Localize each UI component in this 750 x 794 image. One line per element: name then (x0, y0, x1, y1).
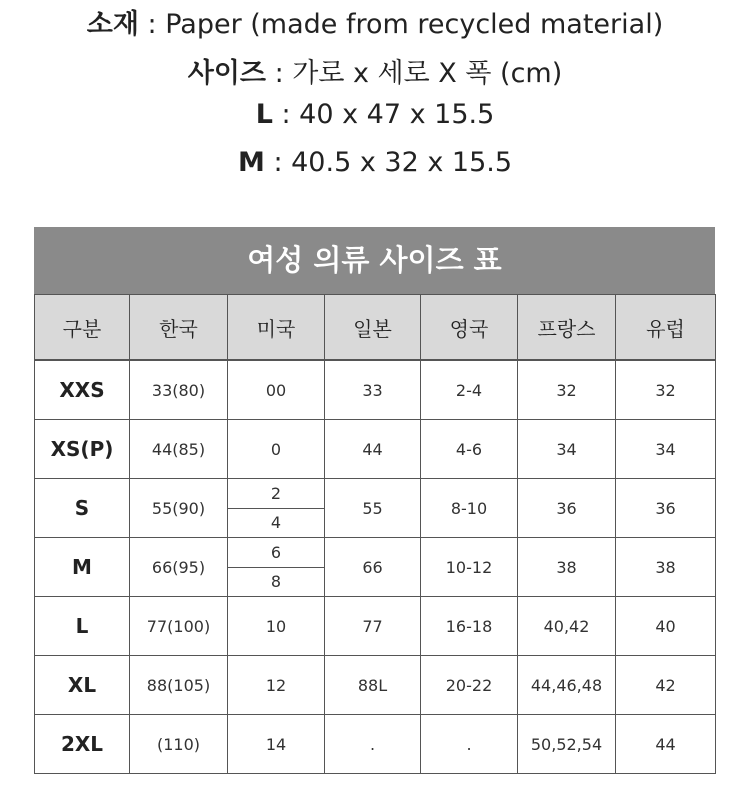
spec-label: 사이즈 (187, 58, 266, 89)
cell-usa: 12 (228, 656, 325, 715)
table-row (35, 538, 716, 568)
cell-usa: 6 (228, 538, 325, 568)
cell-japan: 55 (325, 479, 421, 538)
spec-size-m (0, 147, 750, 178)
cell-france: 44,46,48 (518, 656, 616, 715)
cell-usa: 0 (228, 420, 325, 479)
cell-size: XS(P) (35, 420, 130, 479)
cell-usa: 8 (228, 567, 325, 597)
size-chart-table (34, 294, 716, 774)
table-row (35, 360, 716, 420)
cell-europe: 34 (616, 420, 716, 479)
cell-usa: 4 (228, 508, 325, 538)
spec-separator: : (138, 9, 166, 40)
cell-uk: . (421, 715, 518, 774)
header-europe: 유럽 (616, 295, 716, 361)
spec-value: 40 x 47 x 15.5 (299, 99, 495, 130)
cell-size: XXS (35, 360, 130, 420)
spec-label: M (237, 147, 265, 178)
table-row (35, 420, 716, 479)
cell-usa: 14 (228, 715, 325, 774)
spec-separator: : (272, 99, 300, 130)
table-row (35, 715, 716, 774)
cell-usa: 10 (228, 597, 325, 656)
cell-europe: 40 (616, 597, 716, 656)
cell-size: M (35, 538, 130, 597)
cell-korea: 88(105) (130, 656, 228, 715)
spec-label: L (255, 99, 273, 130)
cell-uk: 2-4 (421, 360, 518, 420)
header-japan: 일본 (325, 295, 421, 361)
spec-value: 가로 x 세로 X 폭 (cm) (292, 58, 563, 89)
cell-korea: 77(100) (130, 597, 228, 656)
cell-france: 36 (518, 479, 616, 538)
cell-europe: 44 (616, 715, 716, 774)
spec-separator: : (265, 58, 293, 89)
table-header-row (35, 295, 716, 361)
spec-value: Paper (made from recycled material) (165, 9, 664, 40)
cell-uk: 20-22 (421, 656, 518, 715)
cell-korea: 55(90) (130, 479, 228, 538)
cell-france: 38 (518, 538, 616, 597)
cell-europe: 32 (616, 360, 716, 420)
cell-uk: 10-12 (421, 538, 518, 597)
cell-france: 34 (518, 420, 616, 479)
cell-france: 32 (518, 360, 616, 420)
cell-korea: 44(85) (130, 420, 228, 479)
spec-material (0, 2, 750, 41)
cell-uk: 8-10 (421, 479, 518, 538)
spec-label: 소재 (86, 9, 139, 40)
cell-europe: 42 (616, 656, 716, 715)
cell-japan: 44 (325, 420, 421, 479)
table-row (35, 597, 716, 656)
cell-france: 50,52,54 (518, 715, 616, 774)
cell-japan: . (325, 715, 421, 774)
cell-usa: 00 (228, 360, 325, 420)
header-usa: 미국 (228, 295, 325, 361)
table-row (35, 479, 716, 509)
header-uk: 영국 (421, 295, 518, 361)
cell-korea: 66(95) (130, 538, 228, 597)
cell-usa: 2 (228, 479, 325, 509)
cell-france: 40,42 (518, 597, 616, 656)
spec-size-l (0, 99, 750, 130)
cell-korea: 33(80) (130, 360, 228, 420)
cell-size: L (35, 597, 130, 656)
header-korea: 한국 (130, 295, 228, 361)
cell-europe: 36 (616, 479, 716, 538)
cell-size: XL (35, 656, 130, 715)
cell-size: S (35, 479, 130, 538)
cell-europe: 38 (616, 538, 716, 597)
cell-japan: 33 (325, 360, 421, 420)
header-category: 구분 (35, 295, 130, 361)
cell-japan: 88L (325, 656, 421, 715)
spec-value: 40.5 x 32 x 15.5 (291, 147, 513, 178)
cell-uk: 16-18 (421, 597, 518, 656)
size-chart-title: 여성 의류 사이즈 표 (34, 227, 715, 294)
cell-japan: 66 (325, 538, 421, 597)
cell-japan: 77 (325, 597, 421, 656)
cell-korea: (110) (130, 715, 228, 774)
cell-uk: 4-6 (421, 420, 518, 479)
table-row (35, 656, 716, 715)
spec-separator: : (264, 147, 292, 178)
spec-size-unit (0, 51, 750, 90)
cell-size: 2XL (35, 715, 130, 774)
header-france: 프랑스 (518, 295, 616, 361)
